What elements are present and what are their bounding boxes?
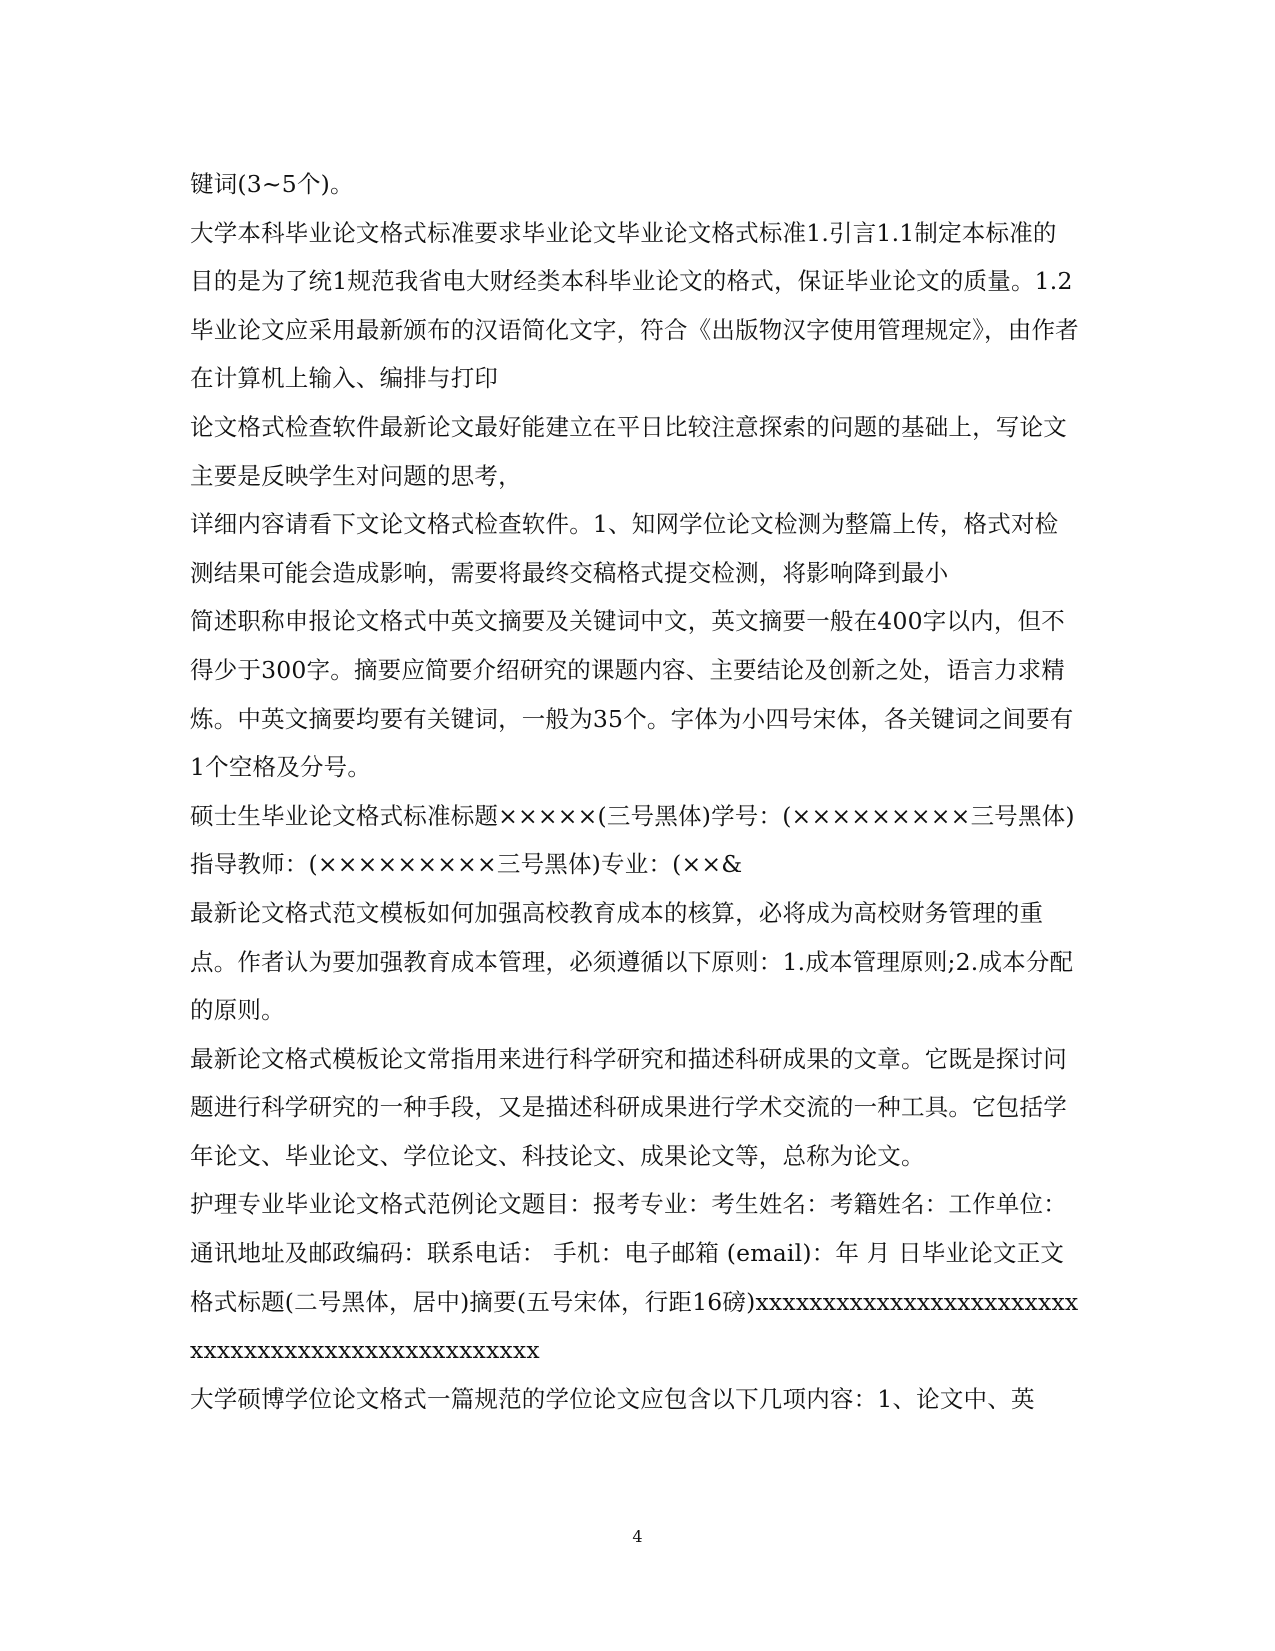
paragraph-6: 硕士生毕业论文格式标准标题×××××(三号黑体)学号：(×××××××××三号黑体)指导教师：(×××××××××三号黑体)专业：(××& bbox=[190, 801, 1075, 879]
paragraph-7: 最新论文格式范文模板如何加强高校教育成本的核算，必将成为高校财务管理的重点。作者认为要加强教育成本管理，必须遵循以下原则：1.成本管理原则;2.成本分配的原则。 bbox=[190, 898, 1074, 1025]
paragraph-10: 大学硕博学位论文格式一篇规范的学位论文应包含以下几项内容：1、论文中、英 bbox=[190, 1384, 1035, 1413]
paragraph-2: 大学本科毕业论文格式标准要求毕业论文毕业论文格式标准1.引言1.1制定本标准的目的是为了统1规范我省电大财经类本科毕业论文的格式，保证毕业论文的质量。1.2毕业论文应采用最新颁布的汉语简化文字，符合《出版物汉字使用管理规定》，由作者在计算机上输入、编排与打印 bbox=[190, 218, 1079, 393]
paragraph-3: 论文格式检查软件最新论文最好能建立在平日比较注意探索的问题的基础上，写论文主要是反映学生对问题的思考， bbox=[190, 412, 1067, 490]
paragraph-9: 护理专业毕业论文格式范例论文题目：报考专业：考生姓名：考籍姓名：工作单位：通讯地址及邮政编码：联系电话： 手机：电子邮箱 (email)：年 月 日毕业论文正文格式标题(二号黑体，居中)摘要(五号宋体，行距16磅)xxxxxxxxxxxxxxxxxxxxxxxxxxxxxxxxxxxxxxxxxxxxxxxxxx bbox=[190, 1190, 1079, 1365]
paragraph-5: 简述职称申报论文格式中英文摘要及关键词中文，英文摘要一般在400字以内，但不得少于300字。摘要应简要介绍研究的课题内容、主要结论及创新之处，语言力求精炼。中英文摘要均要有关键词，一般为35个。字体为小四号宋体，各关键词之间要有1个空格及分号。 bbox=[190, 607, 1074, 782]
page-number: 4 bbox=[632, 1527, 643, 1546]
paragraph-1: 键词(3~5个)。 bbox=[190, 170, 354, 198]
paragraph-8: 最新论文格式模板论文常指用来进行科学研究和描述科研成果的文章。它既是探讨问题进行科学研究的一种手段，又是描述科研成果进行学术交流的一种工具。它包括学年论文、毕业论文、学位论文、科技论文、成果论文等，总称为论文。 bbox=[190, 1044, 1067, 1170]
document-body bbox=[190, 160, 1080, 1423]
paragraph-4: 详细内容请看下文论文格式检查软件。1、知网学位论文检测为整篇上传，格式对检测结果可能会造成影响，需要将最终交稿格式提交检测，将影响降到最小 bbox=[190, 510, 1059, 587]
